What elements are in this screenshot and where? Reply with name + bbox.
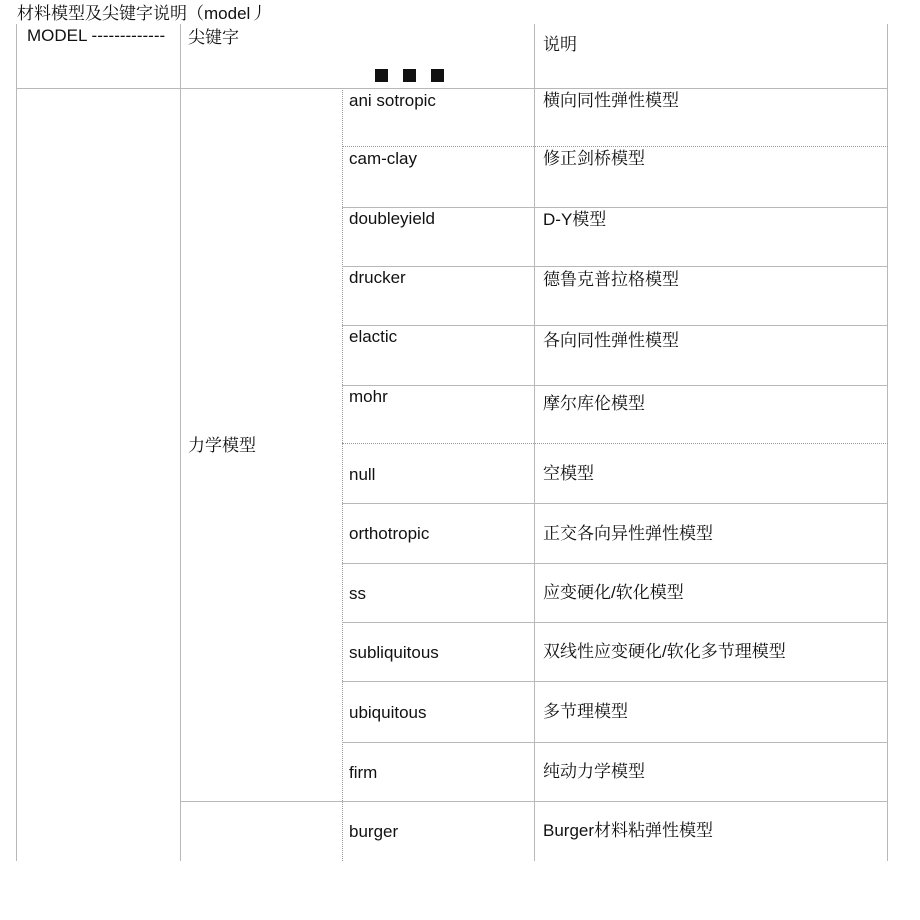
description-cell: 横向同性弹性模型 [543, 91, 679, 110]
keyword-cell: burger [349, 822, 399, 841]
row-rule [342, 146, 888, 147]
keyword-cell: null [349, 465, 376, 484]
keyword-cell: subliquitous [349, 643, 439, 662]
header-model: MODEL ------------- [27, 26, 166, 45]
document-title: 材料模型及尖键字说明（model丿 [17, 4, 268, 23]
description-cell: D-Y模型 [543, 210, 607, 229]
description-cell: 摩尔库伦模型 [543, 394, 645, 413]
table-border-left [16, 24, 17, 861]
description-cell: 德鲁克普拉格模型 [543, 270, 679, 289]
keyword-cell: drucker [349, 268, 406, 287]
keyword-cell: mohr [349, 387, 388, 406]
row-rule [342, 681, 888, 682]
keyword-cell: ss [349, 584, 366, 603]
column-divider-1 [180, 24, 181, 861]
row-rule [342, 622, 888, 623]
keyword-cell: elactic [349, 327, 398, 346]
keyword-cell: firm [349, 763, 378, 782]
bullet-square-icon [375, 69, 388, 82]
row-rule [342, 503, 888, 504]
description-cell: 正交各向异性弹性模型 [543, 524, 713, 543]
row-rule [342, 563, 888, 564]
description-cell: 双线性应变硬化/软化多节理模型 [543, 642, 786, 661]
row-rule [342, 385, 888, 386]
description-cell: 修正剑桥模型 [543, 149, 645, 168]
group-label-mechanical: 力学模型 [188, 436, 256, 455]
header-keyword: 尖键字 [188, 28, 239, 47]
row-rule [342, 207, 888, 208]
row-rule [342, 325, 888, 326]
keyword-cell: ani sotropic [349, 91, 436, 110]
bullet-square-icon [403, 69, 416, 82]
keyword-cell: doubleyield [349, 209, 436, 228]
header-description: 说明 [543, 35, 577, 54]
description-cell: Burger材料粘弹性模型 [543, 821, 714, 840]
description-cell: 纯动力学模型 [543, 762, 645, 781]
header-bottom-rule [16, 88, 888, 89]
keyword-cell: cam-clay [349, 149, 418, 168]
description-cell: 多节理模型 [543, 702, 628, 721]
row-rule [342, 266, 888, 267]
group-rule [180, 801, 888, 802]
bullet-square-icon [431, 69, 444, 82]
keyword-cell: ubiquitous [349, 703, 427, 722]
row-rule [342, 443, 888, 444]
keyword-cell: orthotropic [349, 524, 430, 543]
column-divider-2 [342, 88, 343, 861]
description-cell: 应变硬化/软化模型 [543, 583, 684, 602]
description-cell: 空模型 [543, 464, 594, 483]
row-rule [342, 742, 888, 743]
description-cell: 各向同性弹性模型 [543, 331, 679, 350]
